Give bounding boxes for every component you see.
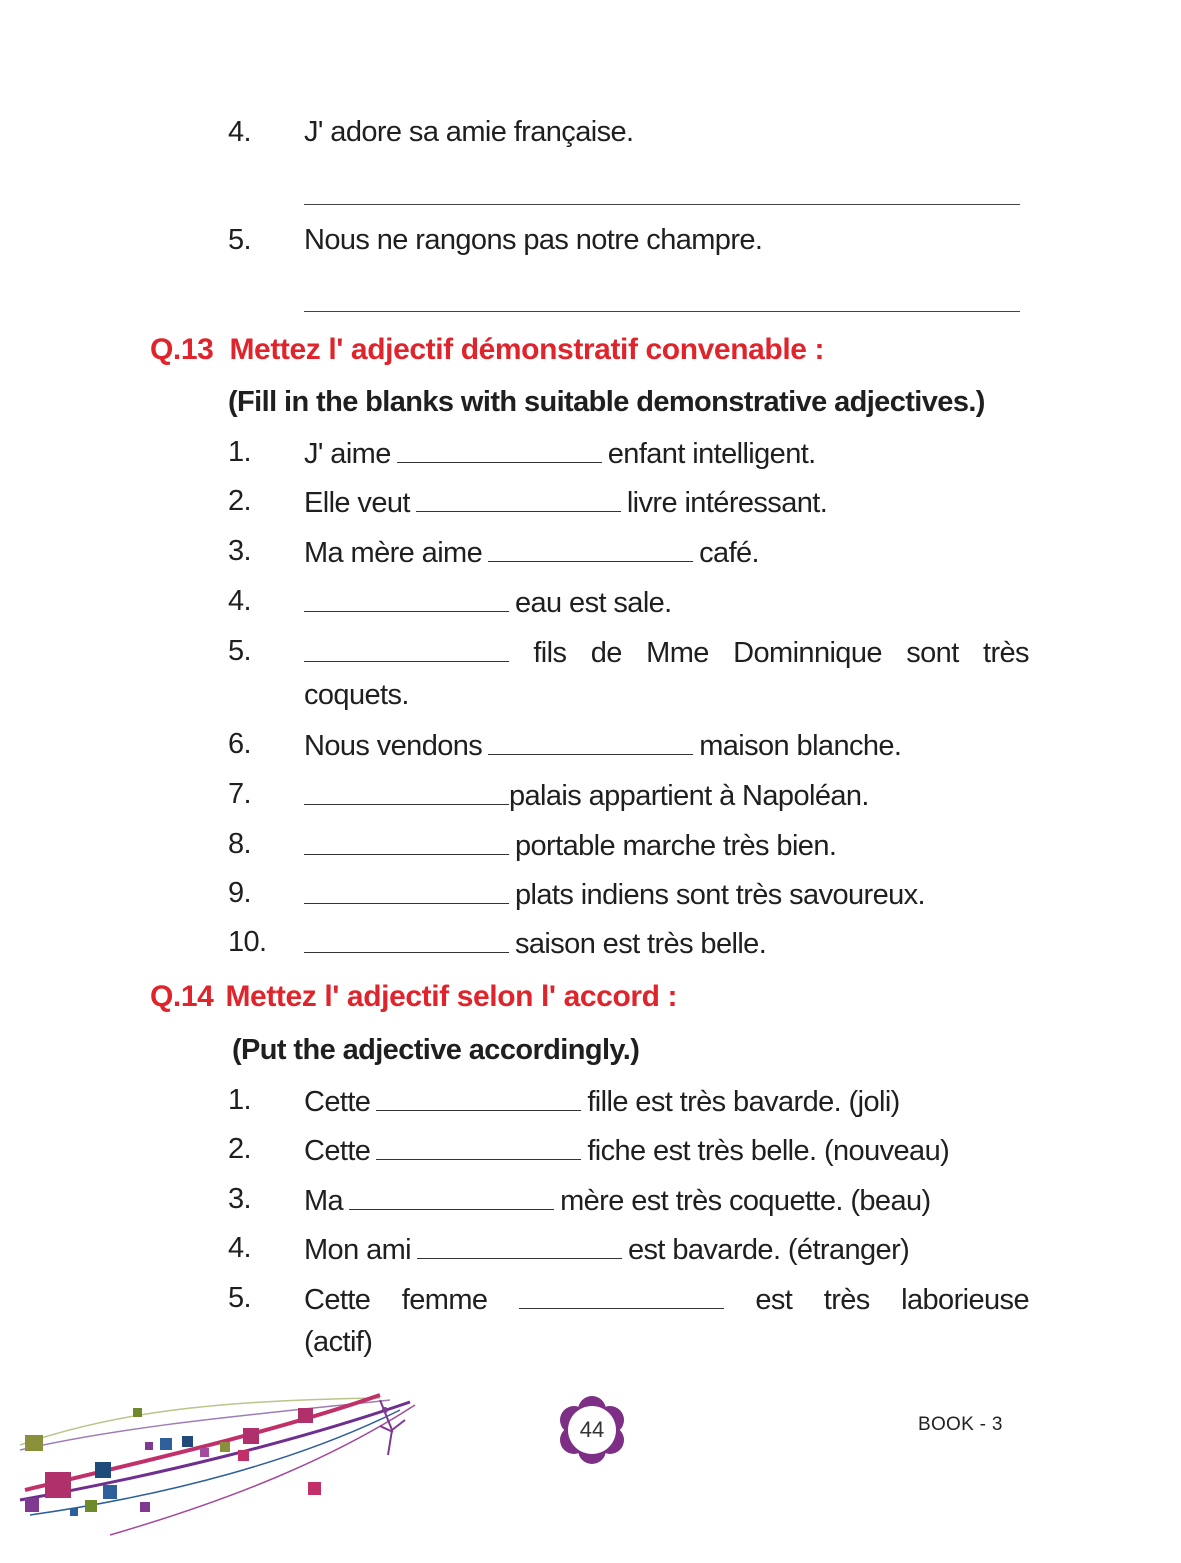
- blank-field[interactable]: [304, 873, 509, 904]
- square-mark: [243, 1428, 259, 1444]
- blank-field[interactable]: [417, 1228, 622, 1259]
- swirl-line: [20, 1402, 410, 1500]
- item-number: 6.: [228, 728, 251, 760]
- q13-item-5: [0, 631, 1181, 671]
- item-before: Ma mère aime: [304, 537, 483, 569]
- blank-field[interactable]: [304, 631, 509, 662]
- item-text: Nous ne rangons pas notre champre.: [304, 224, 763, 256]
- item-after: saison est très belle.: [515, 928, 767, 960]
- q14-item-3: [0, 1179, 1181, 1219]
- item-after: mère est très coquette. (beau): [560, 1185, 931, 1217]
- item-number: 5.: [228, 635, 251, 667]
- item-before: Cette: [304, 1086, 371, 1118]
- word: fils: [533, 637, 567, 669]
- q13-item-10: [0, 922, 1181, 962]
- square-mark: [220, 1442, 230, 1452]
- item-number: 2.: [228, 1133, 251, 1165]
- q14-subtitle: (Put the adjective accordingly.): [232, 1034, 640, 1066]
- item-before: Nous vendons: [304, 730, 483, 762]
- word: femme: [401, 1284, 488, 1316]
- blank-field[interactable]: [488, 724, 693, 755]
- item-after: café.: [699, 537, 760, 569]
- square-mark: [103, 1485, 117, 1499]
- q14-heading: [150, 977, 677, 1017]
- blank-field[interactable]: [349, 1179, 554, 1210]
- word: Cette: [304, 1284, 371, 1316]
- item-number: 10.: [228, 926, 267, 958]
- word: très: [823, 1284, 870, 1316]
- word: Dominnique: [733, 637, 882, 669]
- q13-item-8: [0, 824, 1181, 864]
- item-number: 4.: [228, 116, 251, 148]
- blank-field[interactable]: [304, 922, 509, 953]
- blank-field[interactable]: [519, 1278, 724, 1309]
- item-continuation: (actif): [304, 1326, 373, 1358]
- item-before: Elle veut: [304, 487, 410, 519]
- item-number: 4.: [228, 1232, 251, 1264]
- q13-item-9: [0, 873, 1181, 913]
- q14-title: Mettez l' adjectif selon l' accord :: [225, 980, 678, 1013]
- blank-field[interactable]: [397, 432, 602, 463]
- item-before: Cette: [304, 1135, 371, 1167]
- q13-item-4: [0, 581, 1181, 621]
- item-before: Ma: [304, 1185, 344, 1217]
- square-mark: [308, 1482, 321, 1495]
- q14-item-4: [0, 1228, 1181, 1268]
- square-mark: [298, 1408, 313, 1423]
- page-number: 44: [579, 1417, 605, 1442]
- book-label: BOOK - 3: [918, 1414, 1003, 1435]
- q14-item-1: [0, 1080, 1181, 1120]
- item-after: fille est très bavarde. (joli): [587, 1086, 900, 1118]
- square-mark: [95, 1462, 111, 1478]
- q13-number: Q.13: [150, 333, 214, 366]
- q13-item-6: [0, 724, 1181, 764]
- prev-item-4: [0, 112, 1181, 152]
- q13-item-1: [0, 432, 1181, 472]
- square-mark: [140, 1502, 150, 1512]
- blank-field[interactable]: [376, 1129, 581, 1160]
- item-number: 7.: [228, 778, 251, 810]
- blank-field[interactable]: [488, 531, 693, 562]
- item-number: 2.: [228, 485, 251, 517]
- square-mark: [85, 1500, 97, 1512]
- word: sont: [906, 637, 959, 669]
- item-number: 8.: [228, 828, 251, 860]
- blank-field[interactable]: [376, 1080, 581, 1111]
- square-mark: [133, 1408, 142, 1417]
- blank-field[interactable]: [304, 774, 509, 805]
- q14-item-2: [0, 1129, 1181, 1169]
- q13-subtitle: (Fill in the blanks with suitable demonstrative adjectives.): [228, 386, 985, 418]
- item-after: enfant intelligent.: [607, 438, 816, 470]
- item-after: fiche est très belle. (nouveau): [587, 1135, 950, 1167]
- item-after: maison blanche.: [699, 730, 902, 762]
- item-number: 5.: [228, 1282, 251, 1314]
- word: est: [755, 1284, 793, 1316]
- item-number: 4.: [228, 585, 251, 617]
- square-mark: [70, 1508, 78, 1516]
- item-after: palais appartient à Napoléan.: [509, 780, 869, 812]
- item-number: 9.: [228, 877, 251, 909]
- item-text: J' adore sa amie française.: [304, 116, 634, 148]
- q13-item-7: [0, 774, 1181, 814]
- word: très: [983, 637, 1029, 669]
- item-after: livre intéressant.: [626, 487, 828, 519]
- item-before: J' aime: [304, 438, 391, 470]
- q13-heading: [150, 330, 824, 370]
- blank-field[interactable]: [304, 824, 509, 855]
- q13-item-3: [0, 531, 1181, 571]
- item-continuation: coquets.: [304, 679, 409, 711]
- square-mark: [25, 1498, 39, 1512]
- item-after: eau est sale.: [515, 587, 672, 619]
- q14-item-5: [0, 1278, 1181, 1318]
- square-mark: [182, 1436, 193, 1447]
- page-number-badge: [556, 1394, 628, 1466]
- answer-line[interactable]: [304, 311, 1020, 312]
- swirl-line: [20, 1398, 380, 1445]
- q13-title: Mettez l' adjectif démonstratif convenable :: [229, 333, 825, 366]
- square-mark: [25, 1435, 43, 1451]
- word: laborieuse: [901, 1284, 1029, 1316]
- item-number: 3.: [228, 1183, 251, 1215]
- flower-bud: [382, 1407, 388, 1413]
- item-after: portable marche très bien.: [515, 830, 837, 862]
- word: Mme: [646, 637, 709, 669]
- square-mark: [45, 1472, 71, 1498]
- q13-item-2: [0, 481, 1181, 521]
- word: de: [590, 637, 622, 669]
- item-number: 1.: [228, 1084, 251, 1116]
- blank-field[interactable]: [304, 581, 509, 612]
- q14-number: Q.14: [150, 980, 214, 1013]
- prev-item-5: [0, 220, 1181, 260]
- blank-field[interactable]: [416, 481, 621, 512]
- square-mark: [145, 1442, 153, 1450]
- item-number: 3.: [228, 535, 251, 567]
- square-mark: [200, 1448, 209, 1457]
- item-before: Mon ami: [304, 1234, 411, 1266]
- answer-line[interactable]: [304, 204, 1020, 205]
- item-after: plats indiens sont très savoureux.: [515, 879, 925, 911]
- item-number: 5.: [228, 224, 251, 256]
- item-number: 1.: [228, 436, 251, 468]
- square-mark: [238, 1450, 249, 1461]
- square-mark: [160, 1438, 172, 1450]
- decorative-swirl-graphic: [0, 1390, 430, 1550]
- item-after: est bavarde. (étranger): [628, 1234, 910, 1266]
